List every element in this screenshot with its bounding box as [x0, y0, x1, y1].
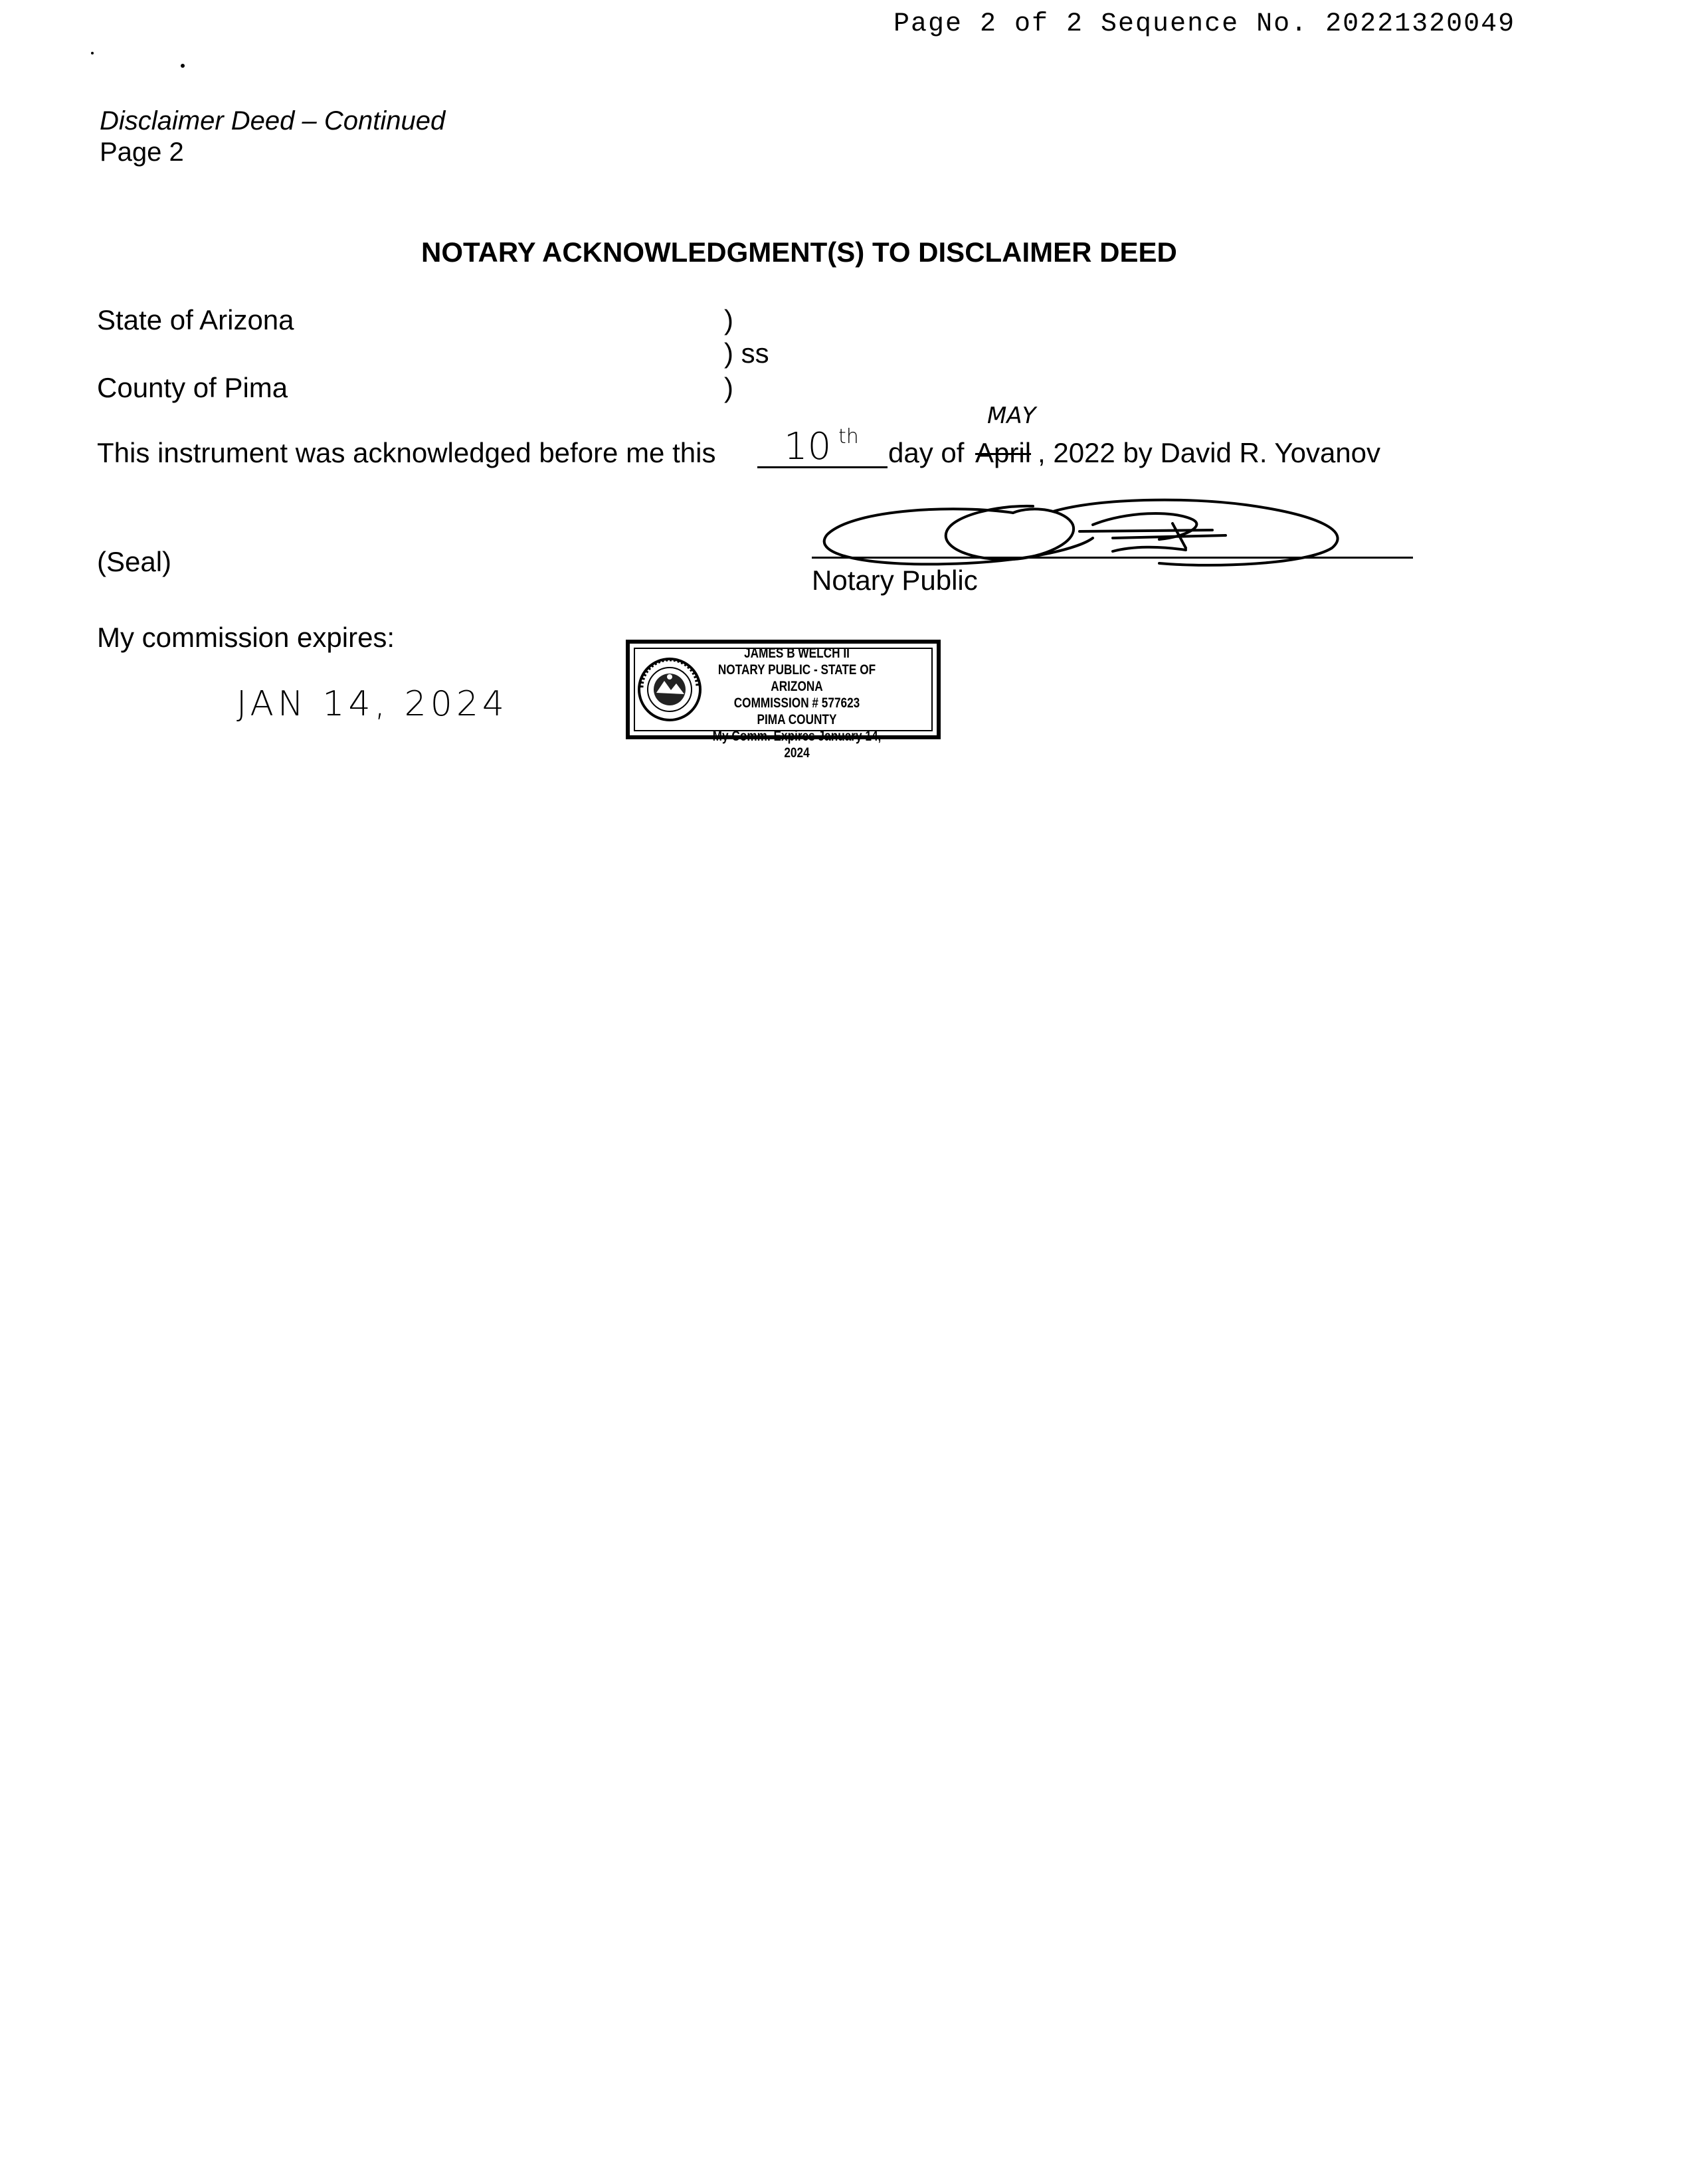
stamp-line-name: JAMES B WELCH II [744, 646, 850, 661]
state-seal-icon [636, 654, 703, 725]
document-title: NOTARY ACKNOWLEDGMENT(S) TO DISCLAIMER DEED [421, 236, 1177, 268]
page-label: Page 2 [100, 137, 184, 167]
venue-paren-bottom: ) [724, 372, 733, 403]
stamp-line-county: PIMA COUNTY [757, 712, 837, 727]
struck-month: April [975, 437, 1032, 468]
notary-signature [814, 485, 1432, 578]
day-of-label: day of [888, 437, 965, 468]
handwritten-month: MAY [987, 403, 1036, 429]
handwritten-commission-date: JAN 14, 2024 [236, 684, 508, 724]
commission-label: My commission expires: [97, 622, 395, 653]
scan-speck [91, 52, 94, 54]
stamp-line-title: NOTARY PUBLIC - STATE OF ARIZONA [717, 662, 876, 694]
sequence-header: Page 2 of 2 Sequence No. 20221320049 [893, 9, 1516, 39]
county-label: County of Pima [97, 372, 288, 403]
stamp-line-commission: COMMISSION # 577623 [733, 695, 860, 711]
acknowledgment-prefix: This instrument was acknowledged before me this [97, 437, 716, 468]
venue-paren-ss: ) ss [724, 337, 769, 369]
scan-speck [181, 64, 185, 68]
stamp-text [702, 645, 892, 761]
handwritten-day-suffix: th [838, 425, 859, 448]
notary-stamp [626, 640, 941, 761]
venue-paren-top: ) [724, 304, 733, 335]
state-label: State of Arizona [97, 304, 294, 335]
handwritten-day: 10 [784, 425, 832, 468]
signature-line [812, 557, 1413, 559]
acknowledgment-suffix: , 2022 by David R. Yovanov [1038, 437, 1381, 468]
continued-label: Disclaimer Deed – Continued [100, 106, 446, 136]
seal-label: (Seal) [97, 546, 172, 577]
notary-public-label: Notary Public [812, 565, 978, 596]
stamp-line-expiry: My Comm. Expires January 14, 2024 [712, 729, 882, 761]
